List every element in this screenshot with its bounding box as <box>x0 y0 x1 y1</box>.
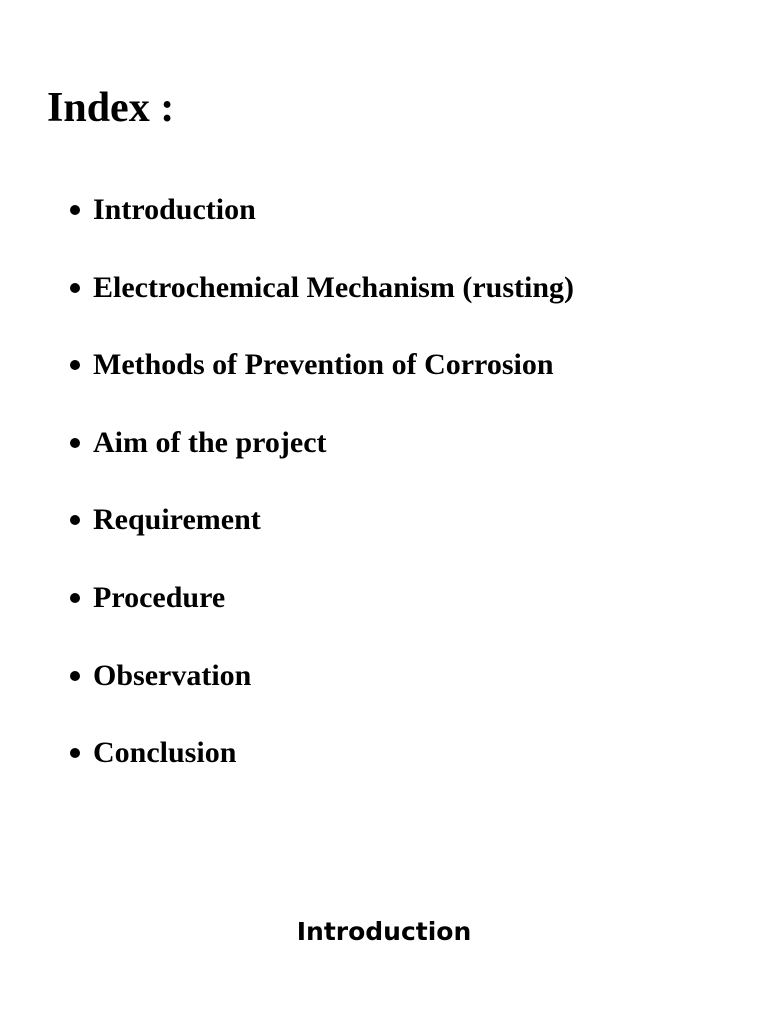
index-item-label: Requirement <box>93 503 261 537</box>
index-item-label: Aim of the project <box>93 425 327 459</box>
bullet-icon <box>70 283 80 293</box>
index-title: Index : <box>47 85 175 131</box>
index-item-label: Introduction <box>93 193 256 226</box>
index-item-label: Observation <box>93 658 252 692</box>
index-item-label: Methods of Prevention of Corrosion <box>93 348 554 382</box>
index-item-label: Electrochemical Mechanism (rusting) <box>93 270 575 304</box>
bullet-icon <box>70 748 80 758</box>
index-item-label: Conclusion <box>93 736 237 770</box>
bullet-icon <box>70 205 80 215</box>
bullet-icon <box>70 671 80 681</box>
bullet-icon <box>70 360 80 370</box>
bullet-icon <box>70 515 80 525</box>
bullet-icon <box>70 593 80 603</box>
section-heading-introduction: Introduction <box>296 917 472 946</box>
bullet-icon <box>70 438 80 448</box>
index-item-label: Procedure <box>93 580 226 614</box>
